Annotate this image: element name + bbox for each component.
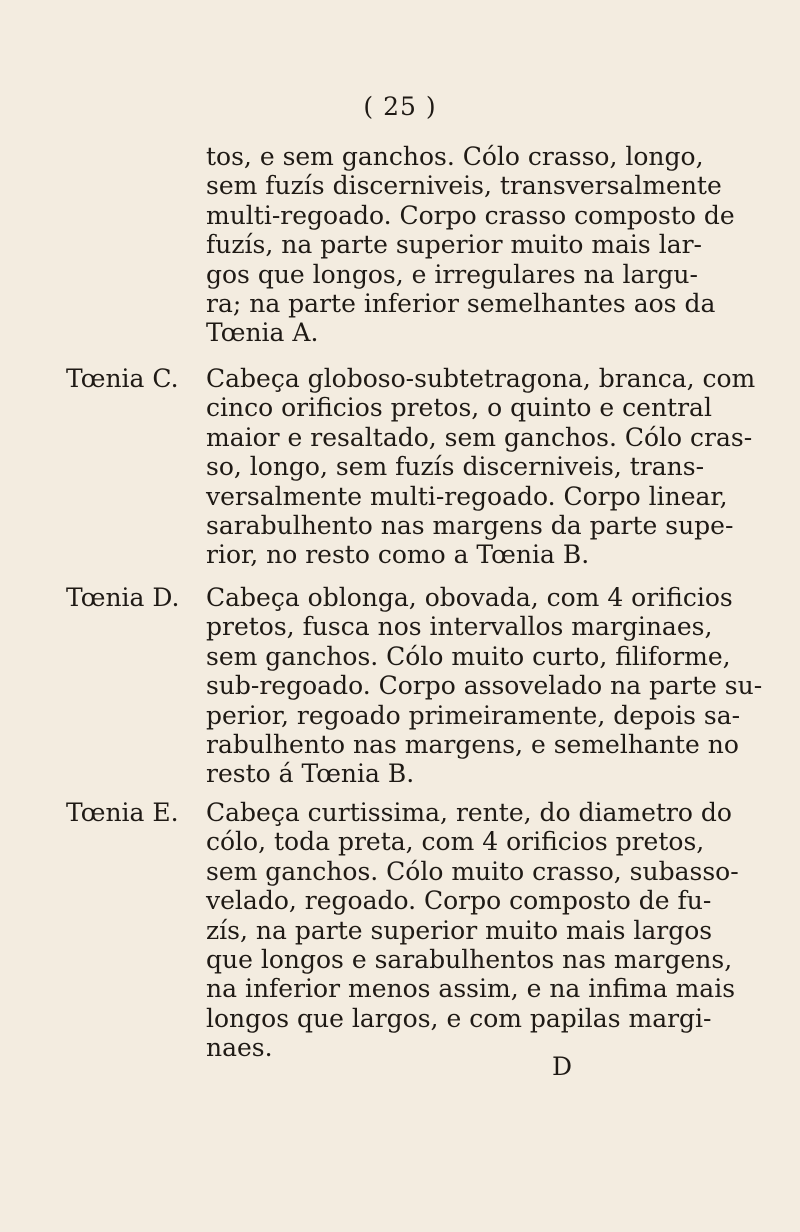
text-line: perior, regoado primeiramente, depois sa- bbox=[206, 700, 741, 730]
text-line: rabulhento nas margens, e semelhante no bbox=[206, 730, 739, 760]
text-line: sem ganchos. Cólo muito crasso, subasso- bbox=[206, 856, 739, 886]
text-line: velado, regoado. Corpo composto de fu- bbox=[206, 886, 712, 916]
text-line: cólo, toda preta, com 4 orificios pretos, bbox=[206, 827, 705, 857]
page-number: ( 25 ) bbox=[363, 92, 437, 121]
signature-mark: D bbox=[552, 1052, 573, 1081]
text-line: sem fuzís discerniveis, transversalmente bbox=[206, 171, 722, 201]
entry-toenia-d bbox=[66, 583, 763, 789]
entry-text bbox=[206, 583, 763, 789]
text-line: cinco orificios pretos, o quinto e central bbox=[206, 393, 712, 423]
entry-text bbox=[206, 798, 746, 1063]
text-line: fuzís, na parte superior muito mais lar- bbox=[206, 230, 702, 260]
entry-label: Tœnia C. bbox=[66, 364, 179, 393]
text-line: so, longo, sem fuzís discerniveis, trans- bbox=[206, 452, 705, 482]
text-line: pretos, fusca nos intervallos marginaes, bbox=[206, 612, 713, 642]
text-line: gos que longos, e irregulares na largu- bbox=[206, 259, 698, 289]
text-line: sub-regoado. Corpo assovelado na parte su- bbox=[206, 671, 763, 701]
entry-toenia-e bbox=[66, 798, 746, 1063]
text-line: Tœnia A. bbox=[206, 318, 319, 348]
text-line: longos que largos, e com papilas margi- bbox=[206, 1003, 712, 1033]
text-line: naes. bbox=[206, 1033, 273, 1063]
text-line: Cabeça oblonga, obovada, com 4 orificios bbox=[206, 583, 733, 612]
text-line: resto á Tœnia B. bbox=[206, 759, 415, 789]
text-line: sem ganchos. Cólo muito curto, filiforme, bbox=[206, 641, 731, 671]
text-line: rior, no resto como a Tœnia B. bbox=[206, 540, 590, 570]
text-line: na inferior menos assim, e na infima mais bbox=[206, 974, 736, 1004]
text-line: multi-regoado. Corpo crasso composto de bbox=[206, 200, 735, 230]
text-line: maior e resaltado, sem ganchos. Cólo cras- bbox=[206, 422, 753, 452]
entry-label: Tœnia D. bbox=[66, 583, 180, 612]
entry-text bbox=[206, 364, 756, 570]
text-line: Cabeça curtissima, rente, do diametro do bbox=[206, 798, 732, 827]
text-line: ra; na parte inferior semelhantes aos da bbox=[206, 289, 716, 319]
text-line: zís, na parte superior muito mais largos bbox=[206, 915, 713, 945]
text-line: versalmente multi-regoado. Corpo linear, bbox=[206, 481, 728, 511]
intro-paragraph bbox=[206, 142, 746, 348]
text-line: tos, e sem ganchos. Cólo crasso, longo, bbox=[206, 142, 704, 171]
text-line: que longos e sarabulhentos nas margens, bbox=[206, 945, 733, 975]
text-line: Cabeça globoso-subtetragona, branca, com bbox=[206, 364, 756, 393]
text-line: sarabulhento nas margens da parte supe- bbox=[206, 511, 734, 541]
entry-toenia-c bbox=[66, 364, 756, 570]
entry-label: Tœnia E. bbox=[66, 798, 179, 827]
